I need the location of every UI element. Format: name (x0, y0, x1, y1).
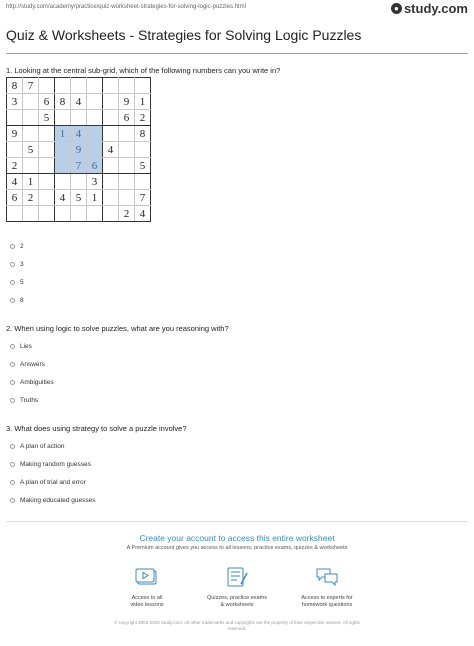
q1-option[interactable] (10, 297, 24, 304)
radio-icon[interactable] (10, 462, 15, 467)
sudoku-cell (87, 206, 103, 222)
sudoku-cell: 4 (103, 142, 119, 158)
sudoku-cell: 1 (23, 174, 39, 190)
sudoku-cell: 4 (135, 206, 151, 222)
sudoku-cell: 6 (7, 190, 23, 206)
sudoku-cell (39, 78, 55, 94)
radio-icon[interactable] (10, 498, 15, 503)
sudoku-cell (135, 142, 151, 158)
sudoku-cell (135, 78, 151, 94)
sudoku-cell (23, 110, 39, 126)
sudoku-cell (71, 174, 87, 190)
sudoku-cell (87, 126, 103, 142)
sudoku-cell: 5 (71, 190, 87, 206)
worksheet-icon (225, 567, 249, 587)
q1-option[interactable] (10, 279, 24, 286)
sudoku-cell: 9 (7, 126, 23, 142)
sudoku-cell (7, 142, 23, 158)
sudoku-cell (103, 206, 119, 222)
sudoku-cell: 5 (135, 158, 151, 174)
sudoku-cell (39, 174, 55, 190)
chat-icon (315, 567, 339, 587)
option-label: 3 (20, 261, 24, 268)
option-label: A plan of action (20, 443, 65, 450)
sudoku-cell: 2 (7, 158, 23, 174)
sudoku-cell: 1 (135, 94, 151, 110)
sudoku-cell: 4 (7, 174, 23, 190)
radio-icon[interactable] (10, 398, 15, 403)
sudoku-row (7, 110, 151, 126)
sudoku-cell (71, 78, 87, 94)
sudoku-cell: 8 (7, 78, 23, 94)
sudoku-row (7, 174, 151, 190)
sudoku-cell: 4 (55, 190, 71, 206)
feature-experts (282, 567, 372, 609)
sudoku-cell (103, 174, 119, 190)
sudoku-cell (119, 126, 135, 142)
option-label: Making random guesses (20, 461, 91, 468)
footer-line2: reserved. (227, 626, 247, 631)
sudoku-cell (39, 190, 55, 206)
sudoku-cell: 5 (23, 142, 39, 158)
sudoku-cell (23, 126, 39, 142)
sudoku-cell (7, 110, 23, 126)
sudoku-cell: 6 (87, 158, 103, 174)
sudoku-cell (103, 110, 119, 126)
sudoku-cell (55, 206, 71, 222)
sudoku-cell: 3 (7, 94, 23, 110)
sudoku-cell (23, 94, 39, 110)
radio-icon[interactable] (10, 244, 15, 249)
logo-text: study.com (403, 1, 468, 16)
sudoku-cell (119, 78, 135, 94)
study-logo[interactable] (391, 1, 468, 16)
option-label: Truths (20, 397, 39, 404)
sudoku-cell: 7 (71, 158, 87, 174)
q2-option[interactable] (10, 343, 32, 350)
option-label: A plan of trial and error (20, 479, 86, 486)
title-divider (6, 53, 468, 54)
sudoku-row (7, 158, 151, 174)
q3-option[interactable] (10, 497, 96, 504)
copyright-footer (0, 620, 474, 632)
sudoku-cell (39, 142, 55, 158)
sudoku-cell: 9 (71, 142, 87, 158)
q3-option[interactable] (10, 479, 86, 486)
sudoku-cell: 7 (135, 190, 151, 206)
feature-video-lessons (102, 567, 192, 609)
sudoku-cell (87, 110, 103, 126)
sudoku-cell: 1 (55, 126, 71, 142)
option-label: 8 (20, 297, 24, 304)
option-label: Lies (20, 343, 32, 350)
option-label: 2 (20, 243, 24, 250)
sudoku-cell: 2 (135, 110, 151, 126)
feature-label-line2: & worksheets (220, 602, 254, 608)
sudoku-cell (55, 174, 71, 190)
radio-icon[interactable] (10, 362, 15, 367)
sudoku-row (7, 206, 151, 222)
sudoku-cell (135, 174, 151, 190)
option-label: Ambiguities (20, 379, 54, 386)
q3-option[interactable] (10, 443, 64, 450)
q3-option[interactable] (10, 461, 91, 468)
sudoku-cell (55, 110, 71, 126)
sudoku-cell (119, 174, 135, 190)
sudoku-row (7, 126, 151, 142)
sudoku-cell: 2 (23, 190, 39, 206)
q2-option[interactable] (10, 361, 45, 368)
sudoku-cell: 8 (135, 126, 151, 142)
radio-icon[interactable] (10, 262, 15, 267)
sudoku-cell (71, 110, 87, 126)
question-3: 3. What does using strategy to solve a puzzle involve? (6, 424, 187, 433)
feature-label-line1: Quizzes, practice exams (207, 595, 267, 601)
q2-option[interactable] (10, 379, 54, 386)
question-2: 2. When using logic to solve puzzles, what are you reasoning with? (6, 324, 229, 333)
q1-option[interactable] (10, 243, 24, 250)
sudoku-cell (39, 206, 55, 222)
option-label: Making educated guesses (20, 497, 96, 504)
sudoku-cell (103, 94, 119, 110)
sudoku-row (7, 190, 151, 206)
sudoku-cell (87, 78, 103, 94)
sudoku-cell: 8 (55, 94, 71, 110)
sudoku-cell (87, 142, 103, 158)
sudoku-cell (119, 190, 135, 206)
feature-worksheets (192, 567, 282, 609)
video-lesson-icon (135, 567, 159, 587)
logo-icon: ● (391, 3, 402, 14)
sudoku-cell (71, 206, 87, 222)
q1-option[interactable] (10, 261, 24, 268)
sudoku-cell (23, 158, 39, 174)
radio-icon[interactable] (10, 380, 15, 385)
sudoku-cell: 4 (71, 94, 87, 110)
sudoku-cell (103, 190, 119, 206)
sudoku-cell: 9 (119, 94, 135, 110)
q2-option[interactable] (10, 397, 38, 404)
radio-icon[interactable] (10, 298, 15, 303)
feature-label-line1: Access to experts for (301, 595, 353, 601)
radio-icon[interactable] (10, 480, 15, 485)
sudoku-cell (55, 158, 71, 174)
sudoku-row (7, 142, 151, 158)
sudoku-cell: 2 (119, 206, 135, 222)
sudoku-cell (103, 78, 119, 94)
sudoku-cell: 6 (119, 110, 135, 126)
sudoku-cell (119, 142, 135, 158)
sudoku-cell: 3 (87, 174, 103, 190)
page-title: Quiz & Worksheets - Strategies for Solving Logic Puzzles (6, 27, 362, 43)
sudoku-cell (39, 158, 55, 174)
sudoku-cell (103, 126, 119, 142)
sudoku-cell (39, 126, 55, 142)
feature-label-line1: Access to all (131, 595, 163, 601)
feature-label-line2: video lessons (130, 602, 164, 608)
sudoku-cell: 6 (39, 94, 55, 110)
sudoku-cell (55, 142, 71, 158)
cta-title[interactable]: Create your account to access this entire worksheet (139, 533, 335, 543)
page-url: http://study.com/academy/practice/quiz-worksheet-strategies-for-solving-logic-puzzles.html (6, 4, 246, 10)
radio-icon[interactable] (10, 444, 15, 449)
sudoku-cell (7, 206, 23, 222)
sudoku-cell: 4 (71, 126, 87, 142)
question-1: 1. Looking at the central sub-grid, which of the following numbers can you write in? (6, 66, 281, 75)
sudoku-row (7, 94, 151, 110)
sudoku-cell: 1 (87, 190, 103, 206)
radio-icon[interactable] (10, 280, 15, 285)
sudoku-cell (103, 158, 119, 174)
sudoku-row (7, 78, 151, 94)
top-bar (0, 0, 474, 16)
sudoku-cell: 7 (23, 78, 39, 94)
sudoku-cell (55, 78, 71, 94)
sudoku-cell: 5 (39, 110, 55, 126)
option-label: Answers (20, 361, 45, 368)
sudoku-grid (6, 77, 151, 222)
sudoku-cell (119, 158, 135, 174)
footer-line1: © copyright 2003-2020 Study.com. All other trademarks and copyrights are the property of their respective owners. All rights (114, 620, 360, 625)
cta-subtitle: A Premium account gives you access to all lessons, practice exams, quizzes & worksheets (126, 545, 348, 551)
option-label: 5 (20, 279, 24, 286)
feature-label-line2: homework questions (301, 602, 353, 608)
radio-icon[interactable] (10, 344, 15, 349)
sudoku-cell (87, 94, 103, 110)
sudoku-cell (23, 206, 39, 222)
cta-divider (6, 521, 468, 522)
